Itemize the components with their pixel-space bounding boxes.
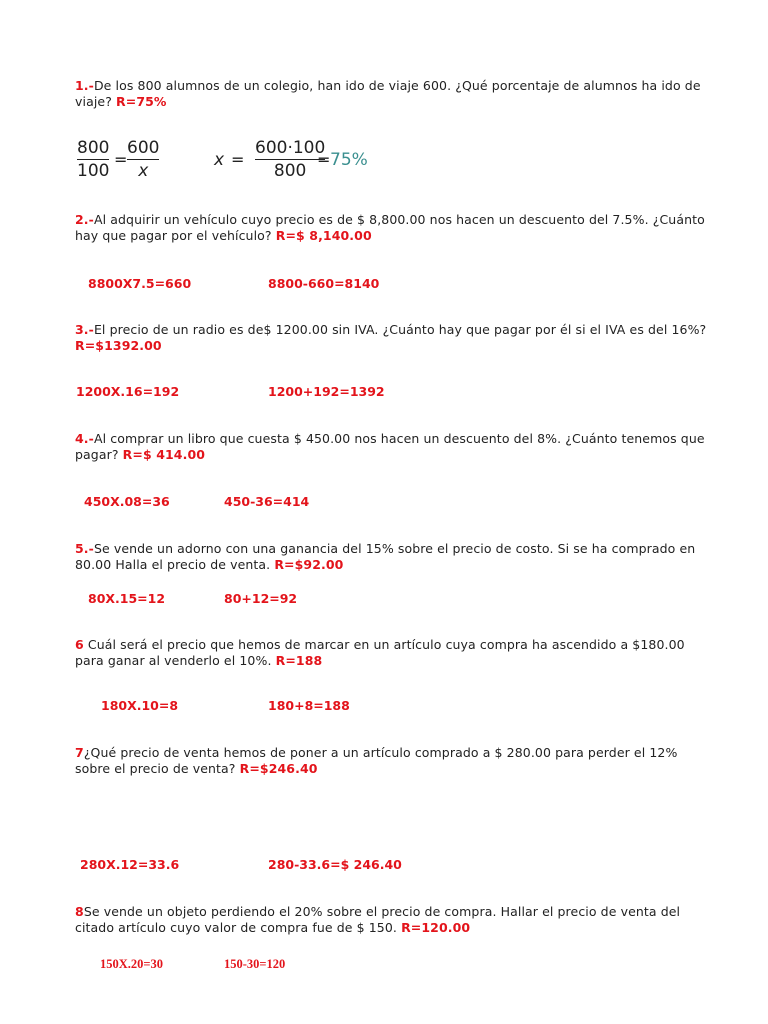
question-number: 3.- (75, 322, 94, 337)
fraction-600x100-800 (255, 138, 325, 181)
question-8 (75, 904, 715, 936)
question-text: ¿Qué precio de venta hemos de poner a un artículo comprado a $ 280.00 para perder el 12% sobre el precio de venta? (75, 745, 678, 776)
calculation-step: 1200X.16=192 (76, 384, 180, 399)
calculation-step: 180+8=188 (268, 698, 350, 713)
question-text: Al adquirir un vehículo cuyo precio es de $ 8,800.00 nos hacen un descuento del 7.5%. ¿Cuánto hay que pagar por el vehículo? (75, 212, 705, 243)
question-number: 8 (75, 904, 84, 919)
fraction-800-100 (77, 138, 109, 181)
calculation-step: 450X.08=36 (84, 494, 170, 509)
calculation-step: 180X.10=8 (101, 698, 179, 713)
calculation-step: 80X.15=12 (88, 591, 166, 606)
question-text: De los 800 alumnos de un colegio, han ido de viaje 600. ¿Qué porcentaje de alumnos ha ido de viaje? (75, 78, 701, 109)
question-text: Se vende un objeto perdiendo el 20% sobre el precio de compra. Hallar el precio de venta del citado artículo cuyo valor de compra fue de $ 150. (75, 904, 681, 935)
question-number: 7 (75, 745, 84, 760)
calculation-step: 280-33.6=$ 246.40 (268, 857, 402, 872)
fraction-numerator: 600 (127, 138, 160, 158)
equals-sign: = (114, 150, 128, 169)
question-text: Cuál será el precio que hemos de marcar en un artículo cuya compra ha ascendido a $180.00 para ganar al venderlo el 10%. (75, 637, 685, 668)
calculation-step: 150X.20=30 (100, 957, 164, 971)
question-number: 5.- (75, 541, 94, 556)
calculation-step: 450-36=414 (224, 494, 310, 509)
question-answer: R=$1392.00 (75, 338, 162, 353)
equals-sign: = (317, 150, 331, 169)
fraction-numerator: 600·100 (255, 138, 326, 158)
question-3 (75, 322, 715, 354)
question-7 (75, 745, 715, 777)
question-6 (75, 637, 715, 669)
question-answer: R=$ 8,140.00 (275, 228, 372, 243)
calculation-step: 8800-660=8140 (268, 276, 380, 291)
question-number: 1.- (75, 78, 94, 93)
calculation-step: 8800X7.5=660 (88, 276, 192, 291)
question-answer: R=$ 414.00 (122, 447, 206, 462)
formula-result: 75% (330, 150, 368, 170)
question-answer: R=75% (116, 94, 167, 109)
question-number: 4.- (75, 431, 94, 446)
calculation-step: 80+12=92 (224, 591, 298, 606)
question-5 (75, 541, 715, 573)
question-number: 2.- (75, 212, 94, 227)
question-answer: R=188 (275, 653, 323, 668)
question-1 (75, 78, 715, 110)
question-text: El precio de un radio es de$ 1200.00 sin IVA. ¿Cuánto hay que pagar por él si el IVA es del 16%? (93, 322, 707, 337)
calculation-step: 280X.12=33.6 (80, 857, 180, 872)
calculation-step: 1200+192=1392 (268, 384, 385, 399)
question-number: 6 (75, 637, 84, 652)
calculation-step: 150-30=120 (224, 957, 286, 971)
question-text: Se vende un adorno con una ganancia del 15% sobre el precio de costo. Si se ha comprado en 80.00 Halla el precio de venta. (75, 541, 696, 572)
fraction-numerator: 800 (77, 138, 110, 158)
fraction-600-x (127, 138, 159, 181)
variable-x: x (214, 150, 225, 170)
question-answer: R=$246.40 (239, 761, 318, 776)
fraction-denominator: 100 (77, 161, 110, 181)
fraction-denominator: 800 (273, 161, 307, 181)
question-answer: R=120.00 (401, 920, 471, 935)
fraction-denominator: x (138, 161, 149, 181)
question-answer: R=$92.00 (274, 557, 344, 572)
question-4 (75, 431, 715, 463)
equals-sign: = (231, 150, 245, 169)
question-text: Al comprar un libro que cuesta $ 450.00 nos hacen un descuento del 8%. ¿Cuánto tenemos que pagar? (75, 431, 705, 462)
question-2 (75, 212, 715, 244)
